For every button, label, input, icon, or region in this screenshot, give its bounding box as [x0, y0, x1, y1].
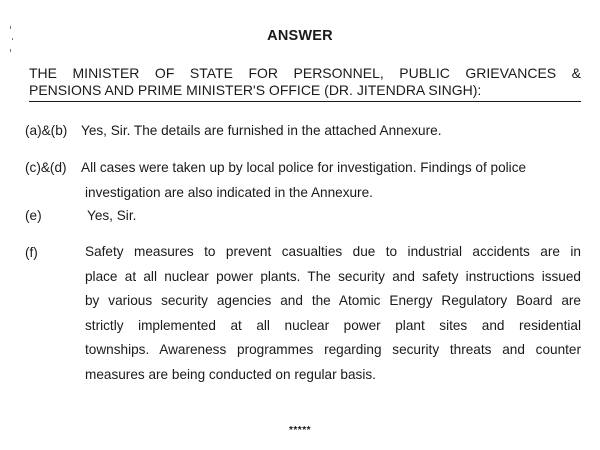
scan-mark — [10, 49, 11, 52]
item-label: (e) — [25, 208, 42, 223]
item-text-line-1: All cases were taken up by local police for investigation. Findings of police — [81, 160, 527, 175]
paragraph-line: place at all nuclear power plants. The security and safety instructions issued — [85, 268, 581, 284]
item-label: (c)&(d) — [25, 160, 67, 175]
item-paragraph — [85, 240, 581, 387]
item-label: (f) — [25, 245, 38, 260]
paragraph-line: by various security agencies and the Atomic Energy Regulatory Board are — [85, 293, 581, 308]
minister-line-2: PENSIONS AND PRIME MINISTER'S OFFICE (DR. JITENDRA SINGH): — [29, 82, 482, 98]
minister-line-1: THE MINISTER OF STATE FOR PERSONNEL, PUBLIC GRIEVANCES & — [29, 65, 581, 81]
paragraph-line: measures are being conducted on regular basis. — [85, 366, 376, 382]
item-text: Yes, Sir. — [87, 208, 137, 223]
minister-designation — [29, 65, 581, 102]
answer-heading: ANSWER — [267, 28, 333, 44]
paragraph-line: Safety measures to prevent casualties due to industrial accidents are in — [85, 244, 581, 259]
paragraph-line: townships. Awareness programmes regarding security threats and counter — [85, 342, 581, 357]
answer-item-f — [25, 240, 581, 400]
end-marker: ***** — [289, 425, 311, 436]
paragraph-line: strictly implemented at all nuclear power plant sites and residential — [85, 317, 581, 333]
item-label: (a)&(b) — [25, 123, 68, 138]
item-text-line-2: investigation are also indicated in the Annexure. — [85, 185, 373, 200]
item-text: Yes, Sir. The details are furnished in the attached Annexure. — [81, 123, 442, 138]
